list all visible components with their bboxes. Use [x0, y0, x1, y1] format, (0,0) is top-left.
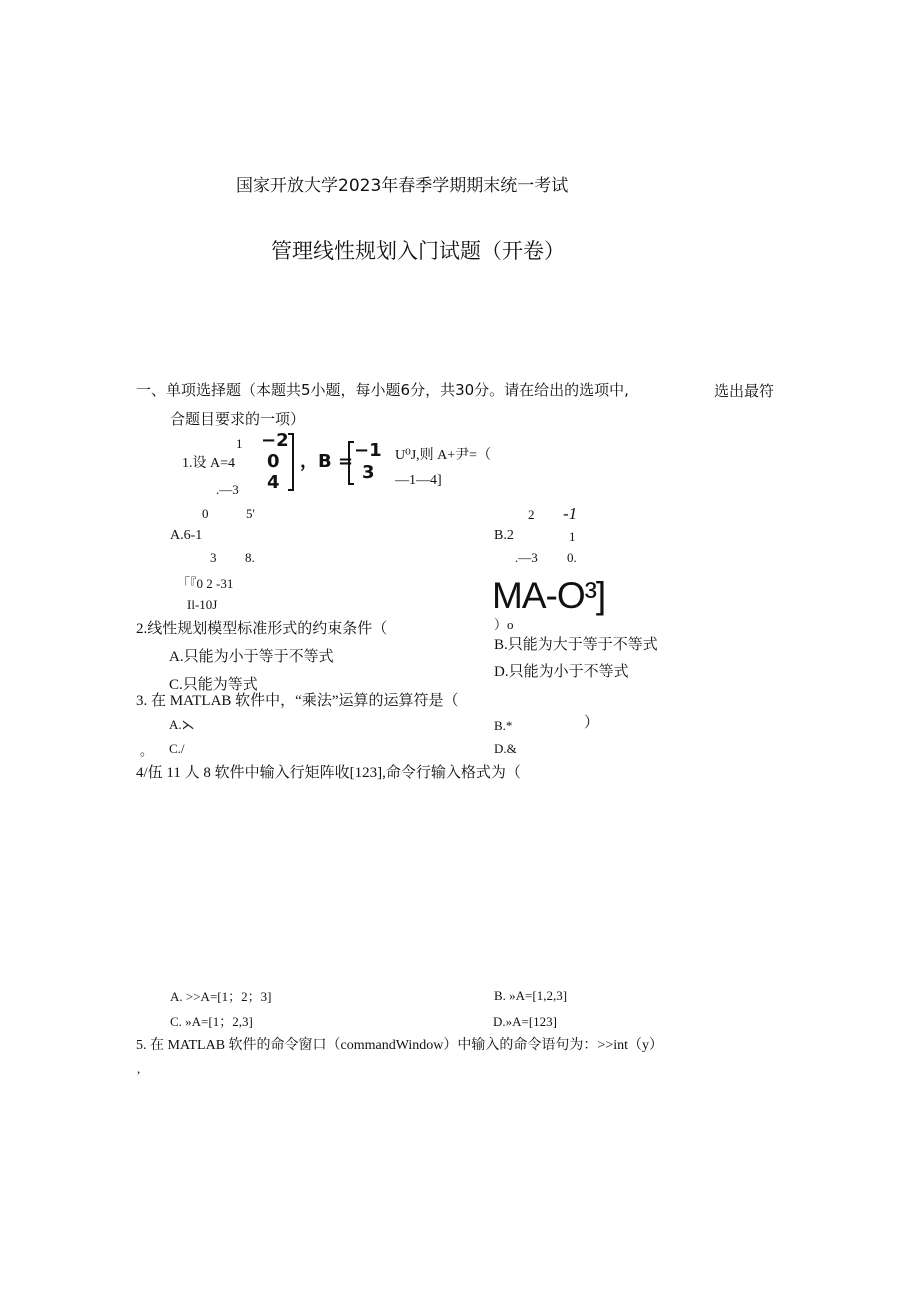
q1-small-mark: ）o [494, 617, 514, 632]
q1-a-row3-8: 8. [245, 550, 255, 565]
q1-b-top-neg1: -1 [563, 504, 578, 523]
q4-stem: 4/伍 11 人 8 软件中输入行矩阵收[123],命令行输入格式为（ [136, 765, 521, 781]
q1-b-top-2: 2 [528, 507, 535, 522]
q2-option-a: A.只能为小于等于不等式 [169, 649, 334, 665]
q1-a-row4: 「『0 2 -31 [177, 576, 234, 591]
matrix-b-r2: 3 [362, 462, 375, 483]
q3-option-b: B.* [494, 718, 513, 733]
q2-option-d: D.只能为小于不等式 [494, 664, 629, 680]
q5-stem: 5. 在 MATLAB 软件的命令窗口（commandWindow）中输入的命令语句为：>>int（y） [136, 1038, 663, 1053]
matrix-b-r1: −1 [354, 440, 382, 461]
q5-trail: , [137, 1061, 141, 1076]
q2-option-c: C.只能为等式 [169, 677, 258, 693]
q3-option-d: D.& [494, 741, 517, 756]
q1-b-row3: .—3 [515, 550, 538, 565]
matrix-a-r1: −2 [261, 430, 289, 451]
q1-big-text: MA-O³] [492, 575, 606, 616]
paper-title: 管理线性规划入门试题（开卷） [271, 239, 565, 263]
section-heading-right: 选出最符 [714, 382, 775, 400]
q3-stem: 3. 在 MATLAB 软件中，“乘法”运算的运算符是（ [136, 693, 459, 709]
q1-a-top-5: 5' [246, 506, 255, 521]
q4-option-d: D.»A=[123] [493, 1014, 558, 1029]
matrix-b-image [348, 440, 388, 486]
q1-a-top-0: 0 [202, 506, 209, 521]
q1-a-row5: Il-10J [187, 597, 218, 612]
q1-option-a: A.6-1 [170, 528, 203, 543]
q1-a-row3-3: 3 [210, 550, 217, 565]
matrix-a-r3: 4 [267, 472, 280, 493]
q1-prefix: 1.设 A=4 [182, 456, 236, 471]
q1-suffix: U⁰J,则 A+尹=（ [395, 448, 492, 463]
q2-option-b: B.只能为大于等于不等式 [494, 637, 658, 653]
q1-b-one: 1 [569, 529, 576, 544]
q1-num-top: 1 [236, 436, 243, 451]
matrix-a-r2: 0 [267, 451, 280, 472]
section-heading-cont: 合题目要求的一项） [170, 410, 306, 428]
q3-close: ） [584, 715, 600, 731]
q2-stem: 2.线性规划模型标准形式的约束条件（ [136, 621, 388, 637]
q1-suffix2: —1—4] [395, 473, 442, 488]
section-heading: 一、单项选择题（本题共5小题，每小题6分，共30分。请在给出的选项中, [136, 381, 629, 399]
q3-option-c: C./ [169, 741, 185, 756]
q1-comma-b: ，B = [300, 451, 354, 472]
matrix-a-image [258, 432, 298, 492]
q1-b-row3-0: 0. [567, 550, 577, 565]
q4-option-b: B. »A=[1,2,3] [494, 988, 568, 1003]
q4-option-a: A. >>A=[1；2；3] [170, 989, 272, 1004]
q1-row3: .—3 [216, 482, 239, 497]
q1-option-b: B.2 [494, 528, 514, 543]
q3-dot: 。 [140, 743, 154, 758]
exam-title: 国家开放大学2023年春季学期期末统一考试 [236, 176, 569, 196]
q4-option-c: C. »A=[1；2,3] [170, 1014, 253, 1029]
q3-option-a: A.⋋ [169, 717, 195, 732]
